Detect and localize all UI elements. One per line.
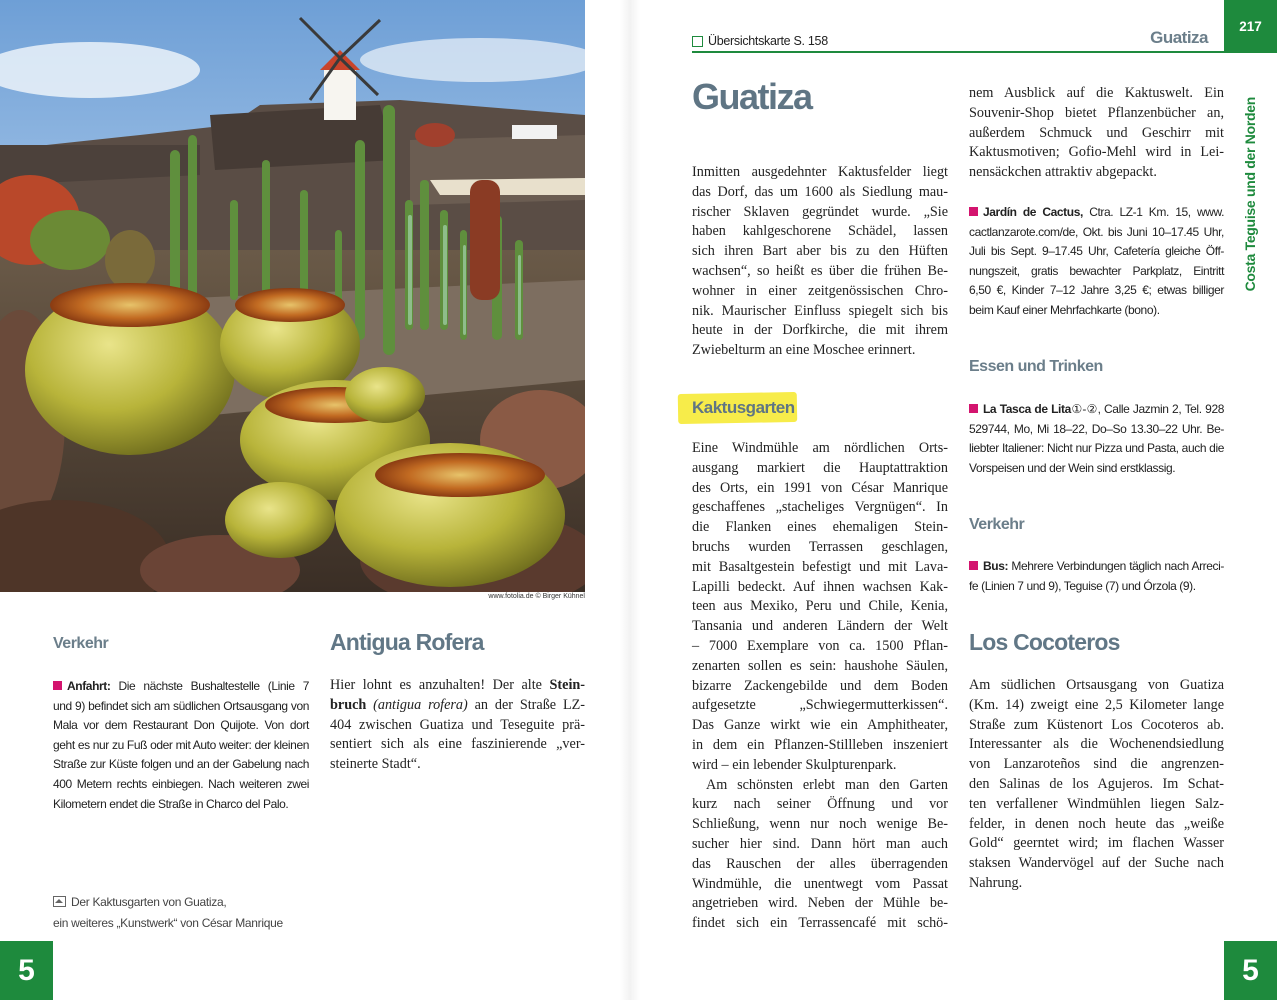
text-line: Interessanter als die Wochenendsiedlung bbox=[969, 736, 1224, 753]
kaktusgarten-heading: Kaktusgarten bbox=[692, 398, 795, 417]
text-line: geschaffenes „stacheliges Vergnügen“. In bbox=[692, 499, 948, 516]
page-number: 217 bbox=[1224, 0, 1277, 53]
guatiza-title: Guatiza bbox=[692, 76, 812, 117]
text-line: in dem ein Pflanzen-Stillleben inszeniert bbox=[692, 736, 948, 753]
text-line: sentiert sich als eine faszinierende „ver- bbox=[330, 736, 585, 753]
chapter-tab-right: 5 bbox=[1224, 941, 1277, 1000]
info-line: 529744, Mo, Mi 18–22, Do–So 13.30–22 Uhr. Be- bbox=[969, 421, 1224, 436]
text-line: teen aus Mexiko, Peru und Chile, Kenia, bbox=[692, 598, 948, 615]
text-line: zenarten sollen es sein: haushohe Säulen, bbox=[692, 657, 948, 674]
text-line: von Lanzaroteños sind die angrenzen- bbox=[969, 756, 1224, 773]
text-line: den Salinas de los Agujeros. Im Schat- bbox=[969, 775, 1224, 792]
running-title: Guatiza bbox=[1150, 28, 1208, 47]
bullet-icon bbox=[969, 404, 978, 413]
text-line: wachsen“, so heißt es über die frühen Be- bbox=[692, 262, 948, 279]
info-line: Vorspeisen und der Wein sind erstklassig. bbox=[969, 460, 1176, 475]
text-line: findet sich ein Terrassencafé mit schö- bbox=[692, 915, 948, 932]
bullet-icon bbox=[969, 207, 978, 216]
text-line: Lapilli bedeckt. Auf ihnen wachsen Kak- bbox=[692, 578, 948, 595]
anfahrt-line: 400 Metern rechts einbiegen. Nach weiteren zwei bbox=[53, 776, 309, 791]
info-line: 6,50 €, Kinder 7–12 Jahre 3,25 €; etwas billiger bbox=[969, 283, 1224, 298]
info-line: nungszeit, gratis bewachter Parkplatz, Eintritt bbox=[969, 263, 1224, 278]
photo-credit: www.fotolia.de © Birger Kühnel bbox=[488, 593, 585, 600]
text-run-italic: (antigua rofera) bbox=[373, 696, 468, 713]
side-chapter-title-text: Costa Teguise und der Norden bbox=[1242, 96, 1258, 292]
anfahrt-line: Mala vor dem Restaurant Don Quijote. Von dort bbox=[53, 718, 309, 733]
text-line: die Flanken eines ehemaligen Stein- bbox=[692, 519, 948, 536]
los-cocoteros-heading: Los Cocoteros bbox=[969, 629, 1120, 655]
text-line: rischer Sklaven gegründet wurde. „Sie bbox=[692, 203, 948, 220]
text-line: Am schönsten erlebt man den Garten bbox=[706, 776, 948, 793]
text-line: nensäckchen attraktiv abgepackt. bbox=[969, 164, 1157, 181]
text-line: Am südlichen Ortsausgang von Guatiza bbox=[969, 677, 1224, 693]
chapter-tab-left: 5 bbox=[0, 941, 53, 1000]
text-line: Straße zum Küstenort Los Cocoteros ab. bbox=[969, 716, 1224, 733]
text-line: Eine Windmühle am nördlichen Orts- bbox=[692, 440, 948, 456]
bus-label: Bus: bbox=[983, 559, 1009, 573]
text-run-bold: bruch bbox=[330, 696, 367, 713]
bullet-icon bbox=[969, 561, 978, 570]
cactus-garden-photo bbox=[0, 0, 585, 592]
text-line: Inmitten ausgedehnter Kaktusfelder liegt bbox=[692, 164, 948, 180]
guatiza-intro bbox=[692, 163, 948, 361]
text-run: an der Straße LZ- bbox=[467, 696, 586, 713]
text-line: bizarre Zackengebilde und dem Boden bbox=[692, 677, 948, 694]
text-line: Tansania und anderen Ländern der Welt bbox=[692, 618, 948, 635]
anfahrt-line: Die nächste Bushaltestelle (Linie 7 bbox=[118, 679, 309, 693]
tasca-info bbox=[969, 400, 1224, 478]
text-line: staksen Wandervögel auf der Suche nach bbox=[969, 855, 1224, 872]
text-line: das Rauschen der alles überragenden bbox=[692, 855, 948, 872]
caption-line: ein weiteres „Kunstwerk“ von César Manrique bbox=[53, 916, 283, 930]
text-line: das Dorf, das um 1600 als Siedlung mau- bbox=[692, 183, 948, 200]
header-rule bbox=[692, 51, 1224, 53]
text-line: Windmühle, die unentwegt vom Passat bbox=[692, 875, 948, 892]
anfahrt-line: Kilometern endet die Straße in Charco del Palo. bbox=[53, 796, 289, 811]
text-line: haben kahlgeschorene Schädel, lassen bbox=[692, 223, 948, 240]
photo-caption bbox=[53, 892, 283, 934]
text-line: sich ihren Bart aber bis zu den Hüften bbox=[692, 243, 948, 260]
jardin-info bbox=[969, 203, 1224, 321]
anfahrt-line: geht es nur zu Fuß oder mit Auto weiter: der kleinen bbox=[53, 737, 309, 752]
essen-trinken-heading: Essen und Trinken bbox=[969, 358, 1103, 375]
jardin-label: Jardín de Cactus, bbox=[983, 205, 1083, 219]
text-line: heute in der Dorfkirche, die mit ihrem bbox=[692, 322, 948, 339]
map-reference-text: Übersichtskarte S. 158 bbox=[708, 34, 828, 48]
antigua-rofera-text bbox=[330, 676, 585, 775]
anfahrt-block bbox=[53, 677, 309, 814]
map-reference bbox=[692, 34, 828, 48]
text-line: nem Ausblick auf die Kaktuswelt. Ein bbox=[969, 85, 1224, 101]
text-line: Schließung, wenn nur noch wenige Be- bbox=[692, 816, 948, 833]
text-line: ausgang markiert die Hauptattraktion bbox=[692, 459, 948, 476]
anfahrt-line: Straße zur Küste folgen und an der Gabelung nach bbox=[53, 757, 309, 772]
text-line: Zwiebelturm an eine Moschee erinnert. bbox=[692, 342, 916, 359]
info-line: Ctra. LZ-1 Km. 15, www. bbox=[1089, 205, 1225, 219]
anfahrt-line: und 9) befindet sich am südlichen Ortsausgang von bbox=[53, 698, 309, 713]
photo-caption-icon bbox=[53, 896, 66, 907]
text-line: mit Basaltgestein befestigt und mit Lava- bbox=[692, 558, 948, 575]
text-line: bruchs wurden Terrassen geschlagen, bbox=[692, 538, 948, 555]
text-line: sucher hier sind. Dann hört man auch bbox=[692, 835, 948, 852]
caption-line: Der Kaktusgarten von Guatiza, bbox=[71, 895, 227, 909]
left-verkehr-heading: Verkehr bbox=[53, 635, 109, 652]
text-run: Hier lohnt es anzuhalten! Der alte bbox=[330, 677, 550, 693]
los-cocoteros-text bbox=[969, 676, 1224, 894]
text-line: Souvenir-Shop bietet Pflanzenbücher an, bbox=[969, 104, 1224, 121]
text-line: – 7000 Exemplare von ca. 1500 Pflan- bbox=[692, 637, 948, 654]
info-line: liebter Italiener: Nicht nur Pizza und Pasta, auch die bbox=[969, 441, 1224, 456]
text-line: wird – ein lebender Skulpturenpark. bbox=[692, 756, 897, 773]
text-line: aufgesetzte „Schwiegermutterkissen“. bbox=[692, 697, 948, 714]
text-line: Das Ganze wirkt wie ein Amphitheater, bbox=[692, 717, 948, 734]
info-line: fe (Linien 7 und 9), Teguise (7) und Órzola (9). bbox=[969, 578, 1196, 593]
side-chapter-title bbox=[1238, 88, 1262, 300]
book-spine-shadow bbox=[620, 0, 640, 1000]
text-line: (Km. 14) zweigt eine 2,5 Kilometer lange bbox=[969, 696, 1224, 713]
text-line: ten verfallener Windmühlen liegen Salz- bbox=[969, 795, 1224, 812]
text-line: Gold“ geerntet wird; im flachen Wasser bbox=[969, 835, 1224, 852]
text-line: steinerte Stadt“. bbox=[330, 756, 421, 773]
text-line: nik. Maurischer Einfluss spiegelt sich bis bbox=[692, 302, 948, 319]
info-line: beim Kauf einer Mehrfachkarte (bono). bbox=[969, 302, 1160, 317]
bullet-icon bbox=[53, 681, 62, 690]
text-line: felder, in denen noch heute das „weiße bbox=[969, 815, 1224, 832]
bus-info bbox=[969, 557, 1224, 596]
info-line: ①-②, Calle Jazmin 2, Tel. 928 bbox=[1070, 402, 1224, 416]
info-line: cactlanzarote.com/de, Okt. bis Juni 10–17.45 Uhr, bbox=[969, 224, 1224, 239]
text-line: angetrieben wird. Neben der Mühle be- bbox=[692, 895, 948, 912]
text-line: des Orts, ein 1991 von César Manrique bbox=[692, 479, 948, 496]
text-run-bold: Stein- bbox=[549, 677, 585, 693]
kaktusgarten-text bbox=[692, 439, 948, 934]
right-verkehr-heading: Verkehr bbox=[969, 516, 1025, 533]
info-line: Juli bis Sept. 9–17.45 Uhr, Cafetería gleiche Öff- bbox=[969, 244, 1224, 259]
text-line: Kaktusmotiven; Gofio-Mehl wird in Lei- bbox=[969, 144, 1224, 161]
text-line: Nahrung. bbox=[969, 874, 1023, 891]
map-reference-icon bbox=[692, 36, 703, 47]
info-line: Mehrere Verbindungen täglich nach Arreci- bbox=[1011, 559, 1224, 573]
text-line: kurz nach seiner Öffnung und vor bbox=[692, 796, 948, 813]
text-line: 404 zwischen Guatiza und Teseguite prä- bbox=[330, 716, 585, 733]
guatiza-continued-text bbox=[969, 84, 1224, 183]
text-line: außerdem Schmuck und Geschirr mit bbox=[969, 124, 1224, 141]
anfahrt-label: Anfahrt: bbox=[67, 679, 111, 693]
tasca-label: La Tasca de Lita bbox=[983, 402, 1071, 416]
text-line: wohner in einer zeitgenössischen Chro- bbox=[692, 282, 948, 299]
antigua-rofera-heading: Antigua Rofera bbox=[330, 629, 484, 655]
